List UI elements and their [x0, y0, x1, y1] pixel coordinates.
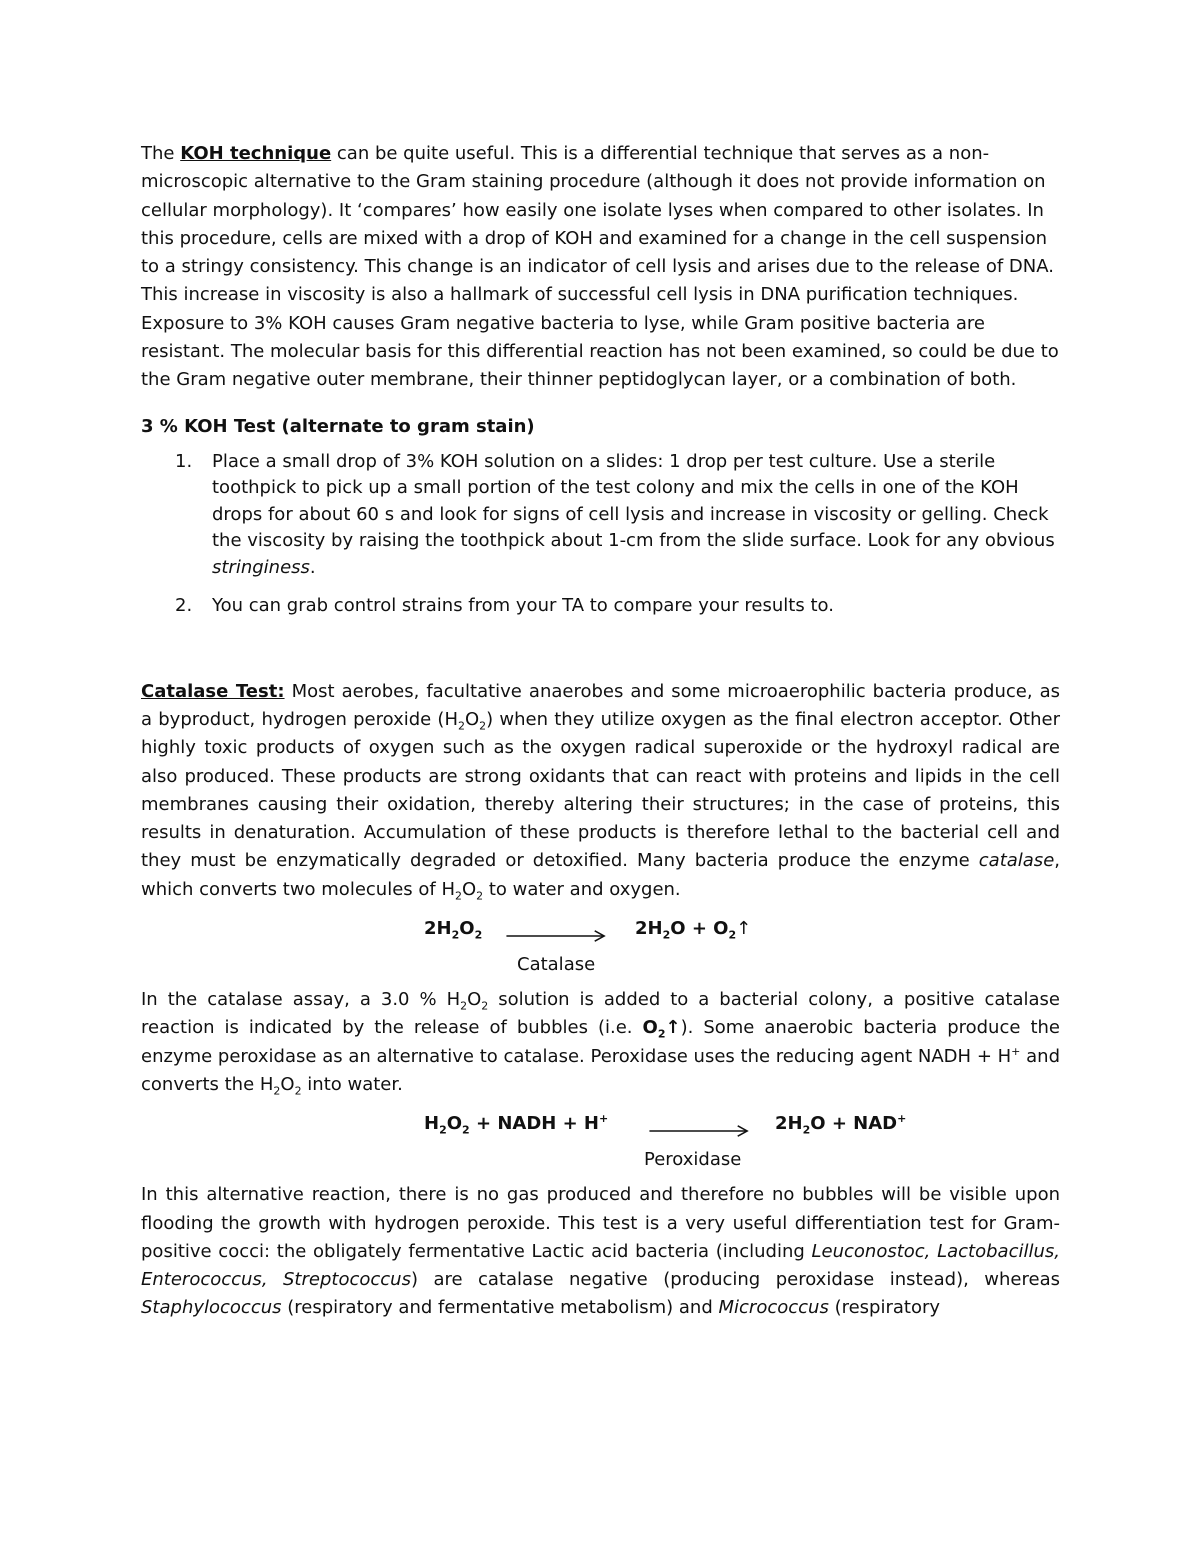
eq-text: + NADH + H	[469, 1113, 599, 1135]
step-text: Place a small drop of 3% KOH solution on a slides: 1 drop per test culture. Use a sterile toothpick to pick up a small portion of the test colony and mix the cells in one of the KOH drops for about 60 s and look for signs of cell lysis and increase in viscosity or gelling. Check the viscosity by raising the toothpick about 1-cm from the slide surface. Look for any obvious	[212, 450, 1055, 552]
eq-text: H	[424, 1113, 440, 1135]
list-item	[141, 449, 1060, 582]
equation-product	[775, 1112, 907, 1137]
reaction-arrow-icon	[641, 1125, 759, 1137]
enzyme-label: Catalase	[517, 954, 596, 976]
koh-steps-list	[141, 449, 1060, 620]
step-text-emphasis: stringiness	[212, 556, 310, 578]
assay-text: into water.	[301, 1073, 403, 1095]
reaction-arrow-icon	[498, 930, 616, 942]
assay-text: and converts the H	[141, 1045, 1060, 1095]
assay-text: solution is added to a bacterial colony, a positive catalase reaction is indicated by the release of bubbles (i.e.	[141, 989, 1060, 1039]
catalase-text: O	[465, 708, 480, 730]
koh-test-title: 3 % KOH Test (alternate to gram stain)	[141, 415, 535, 437]
alt-text: In this alternative reaction, there is no gas produced and therefore no bubbles will be visible upon flooding the growth with hydrogen peroxide. This test is a very useful differentiation test for Gram-positive cocci: the obligately fermentative Lactic acid bacteria (including	[141, 1184, 1060, 1262]
genus-name: Micrococcus	[718, 1297, 829, 1319]
superscript: +	[897, 1112, 907, 1126]
peroxidase-enzyme-label-row	[141, 1147, 1060, 1181]
step-text-end: .	[309, 556, 316, 578]
subscript: 2	[657, 1027, 666, 1041]
up-arrow-icon: ↑	[736, 918, 752, 940]
catalase-enzyme-label-row	[141, 952, 1060, 986]
subscript: 2	[451, 928, 460, 942]
assay-text: O	[280, 1073, 295, 1095]
subscript: 2	[273, 1084, 281, 1098]
eq-text: 2H	[775, 1113, 803, 1135]
alternative-reaction-paragraph	[141, 1181, 1060, 1322]
genus-name: Staphylococcus	[141, 1297, 282, 1319]
subscript: 2	[474, 928, 483, 942]
alt-text: (respiratory and fermentative metabolism) and	[281, 1297, 719, 1319]
eq-text: O + NAD	[810, 1113, 898, 1135]
subscript: 2	[662, 928, 671, 942]
koh-intro-paragraph	[141, 140, 1060, 395]
alt-text: ) are catalase negative (producing peroxidase instead), whereas	[410, 1269, 1060, 1291]
koh-intro-body: can be quite useful. This is a differential technique that serves as a non-microscopic alternative to the Gram staining procedure (although it does not provide information on cellular morphology). It ‘compares’ how easily one isolate lyses when compared to other isolates. In this procedure, cells are mixed with a drop of KOH and examined for a change in the cell suspension to a stringy consistency. This change is an indicator of cell lysis and arises due to the release of DNA. This increase in viscosity is also a hallmark of successful cell lysis in DNA purification techniques. Exposure to 3% KOH causes Gram negative bacteria to lyse, while Gram positive bacteria are resistant. The molecular basis for this differential reaction has not been examined, so could be due to the Gram negative outer membrane, their thinner peptidoglycan layer, or a combination of both.	[141, 143, 1059, 391]
bold-text: O	[642, 1017, 658, 1039]
subscript: 2	[294, 1084, 302, 1098]
catalase-text: O	[461, 878, 477, 900]
assay-text: O	[467, 989, 482, 1011]
eq-text: 2H	[424, 918, 452, 940]
eq-text: 2H	[635, 918, 663, 940]
equation-reactant	[424, 918, 483, 942]
subscript: 2	[458, 719, 465, 733]
catalase-text: to water and oxygen.	[483, 878, 681, 900]
subscript: 2	[481, 999, 489, 1013]
equation-reactant	[424, 1112, 609, 1137]
assay-text: ). Some anaerobic bacteria produce the enzyme peroxidase as an alternative to catalase. Peroxidase uses the reducing agent NADH + H	[141, 1017, 1060, 1067]
step-number: 1.	[175, 450, 193, 472]
enzyme-label: Peroxidase	[644, 1149, 742, 1171]
assay-text: In the catalase assay, a 3.0 % H	[141, 989, 461, 1011]
koh-intro-lead: The	[141, 143, 181, 164]
catalase-text: Most aerobes, facultative anaerobes and some microaerophilic bacteria produce, as a byproduct, hydrogen peroxide (H	[141, 680, 1060, 730]
catalase-text: ) when they utilize oxygen as the final electron acceptor. Other highly toxic products of oxygen such as the oxygen radical superoxide or the hydroxyl radical are also produced. These products are strong oxidants that can react with proteins and lipids in the cell membranes causing their oxidation, thereby altering their structures; in the case of proteins, this results in denaturation. Accumulation of these products is therefore lethal to the bacterial cell and they must be enzymatically degraded or detoxified. Many bacteria produce the enzyme	[141, 708, 1060, 872]
subscript: 2	[802, 1123, 811, 1137]
catalase-paragraph	[141, 678, 1060, 904]
eq-text: O	[446, 1113, 463, 1135]
list-item	[141, 593, 1060, 620]
catalase-assay-paragraph	[141, 986, 1060, 1099]
oxygen-bubbles	[642, 1017, 681, 1041]
peroxidase-equation	[141, 1109, 1060, 1147]
subscript: 2	[479, 719, 487, 733]
subscript: 2	[462, 1123, 470, 1137]
genus-names: Leuconostoc, Lactobacillus, Enterococcus, Streptococcus	[141, 1240, 1060, 1291]
eq-text: O + O	[670, 918, 729, 940]
eq-text: O	[459, 918, 475, 940]
subscript: 2	[454, 889, 462, 903]
koh-technique-term: KOH technique	[180, 143, 332, 164]
up-arrow-icon: ↑	[665, 1017, 681, 1039]
step-number: 2.	[175, 595, 193, 617]
alt-text: (respiratory	[828, 1297, 941, 1319]
catalase-emphasis: catalase	[978, 850, 1055, 872]
catalase-test-term: Catalase Test:	[141, 680, 285, 702]
superscript: +	[599, 1112, 609, 1126]
catalase-text: , which converts two molecules of H	[141, 850, 1060, 900]
subscript: 2	[476, 889, 484, 903]
catalase-equation	[141, 914, 1060, 952]
superscript: +	[1011, 1044, 1021, 1058]
subscript: 2	[460, 999, 468, 1013]
equation-product	[635, 918, 752, 942]
step-text: You can grab control strains from your TA to compare your results to.	[212, 595, 834, 617]
subscript: 2	[728, 928, 737, 942]
subscript: 2	[439, 1123, 447, 1137]
